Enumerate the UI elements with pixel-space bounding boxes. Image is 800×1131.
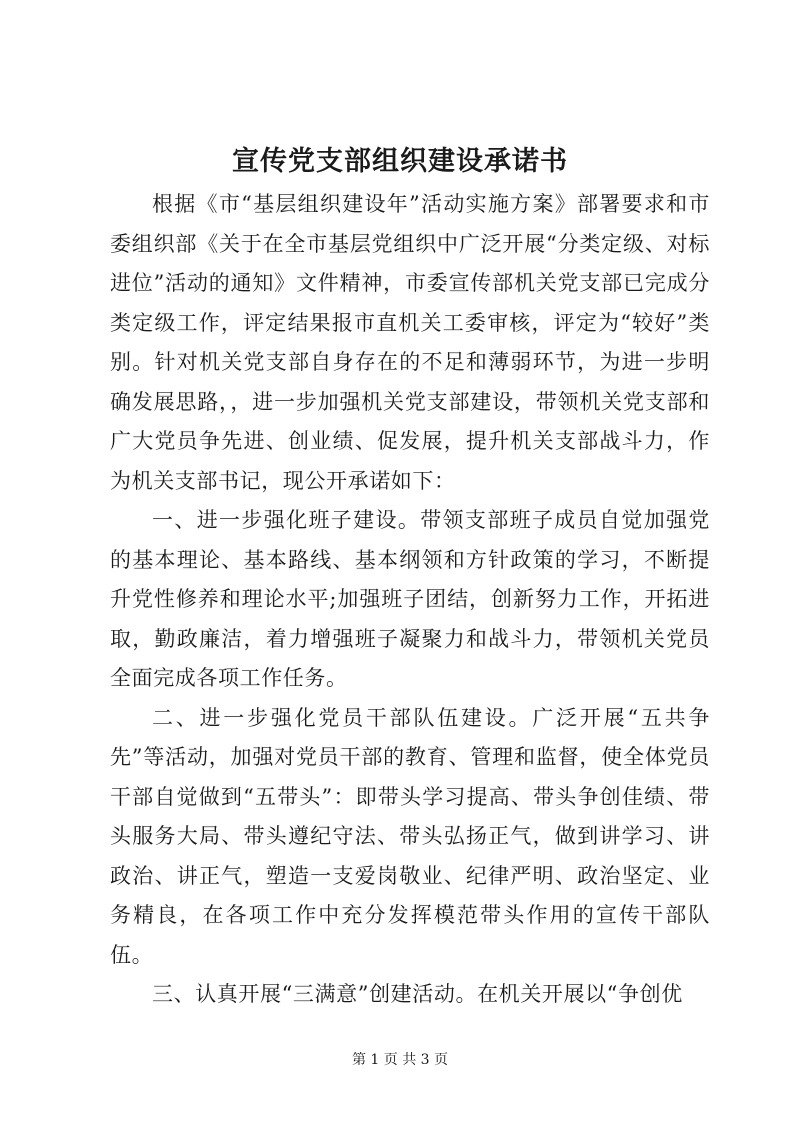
page-footer: 第 1 页 共 3 页 [351,1052,449,1068]
paragraph-item-1: 一、进一步强化班子建设。带领支部班子成员自觉加强党的基本理论、基本路线、基本纲领和方针政策的学习，不断提升党性修养和理论水平;加强班子团结，创新努力工作，开拓进取，勤政廉洁，着力增强班子凝聚力和战斗力，带领机关党员全面完成各项工作任务。 [110,508,710,690]
paragraph-item-2: 二、进一步强化党员干部队伍建设。广泛开展“五共争先”等活动，加强对党员干部的教育、管理和监督，使全体党员干部自觉做到“五带头”：即带头学习提高、带头争创佳绩、带头服务大局、带头遵纪守法、带头弘扬正气，做到讲学习、讲政治、讲正气，塑造一支爱岗敬业、纪律严明、政治坚定、业务精良，在各项工作中充分发挥模范带头作用的宣传干部队伍。 [110,705,710,967]
paragraph-item-3: 三、认真开展“三满意”创建活动。在机关开展以“争创优 [152,982,683,1006]
document-body [110,185,710,1015]
paragraph-intro: 根据《市“基层组织建设年”活动实施方案》部署要求和市委组织部《关于在全市基层党组织中广泛开展“分类定级、对标进位”活动的通知》文件精神，市委宣传部机关党支部已完成分类定级工作，评定结果报市直机关工委审核，评定为“较好”类别。针对机关党支部自身存在的不足和薄弱环节，为进一步明确发展思路，，进一步加强机关党支部建设，带领机关党支部和广大党员争先进、创业绩、促发展，提升机关支部战斗力，作为机关支部书记，现公开承诺如下： [110,192,710,493]
document-title: 宣传党支部组织建设承诺书 [232,146,568,177]
